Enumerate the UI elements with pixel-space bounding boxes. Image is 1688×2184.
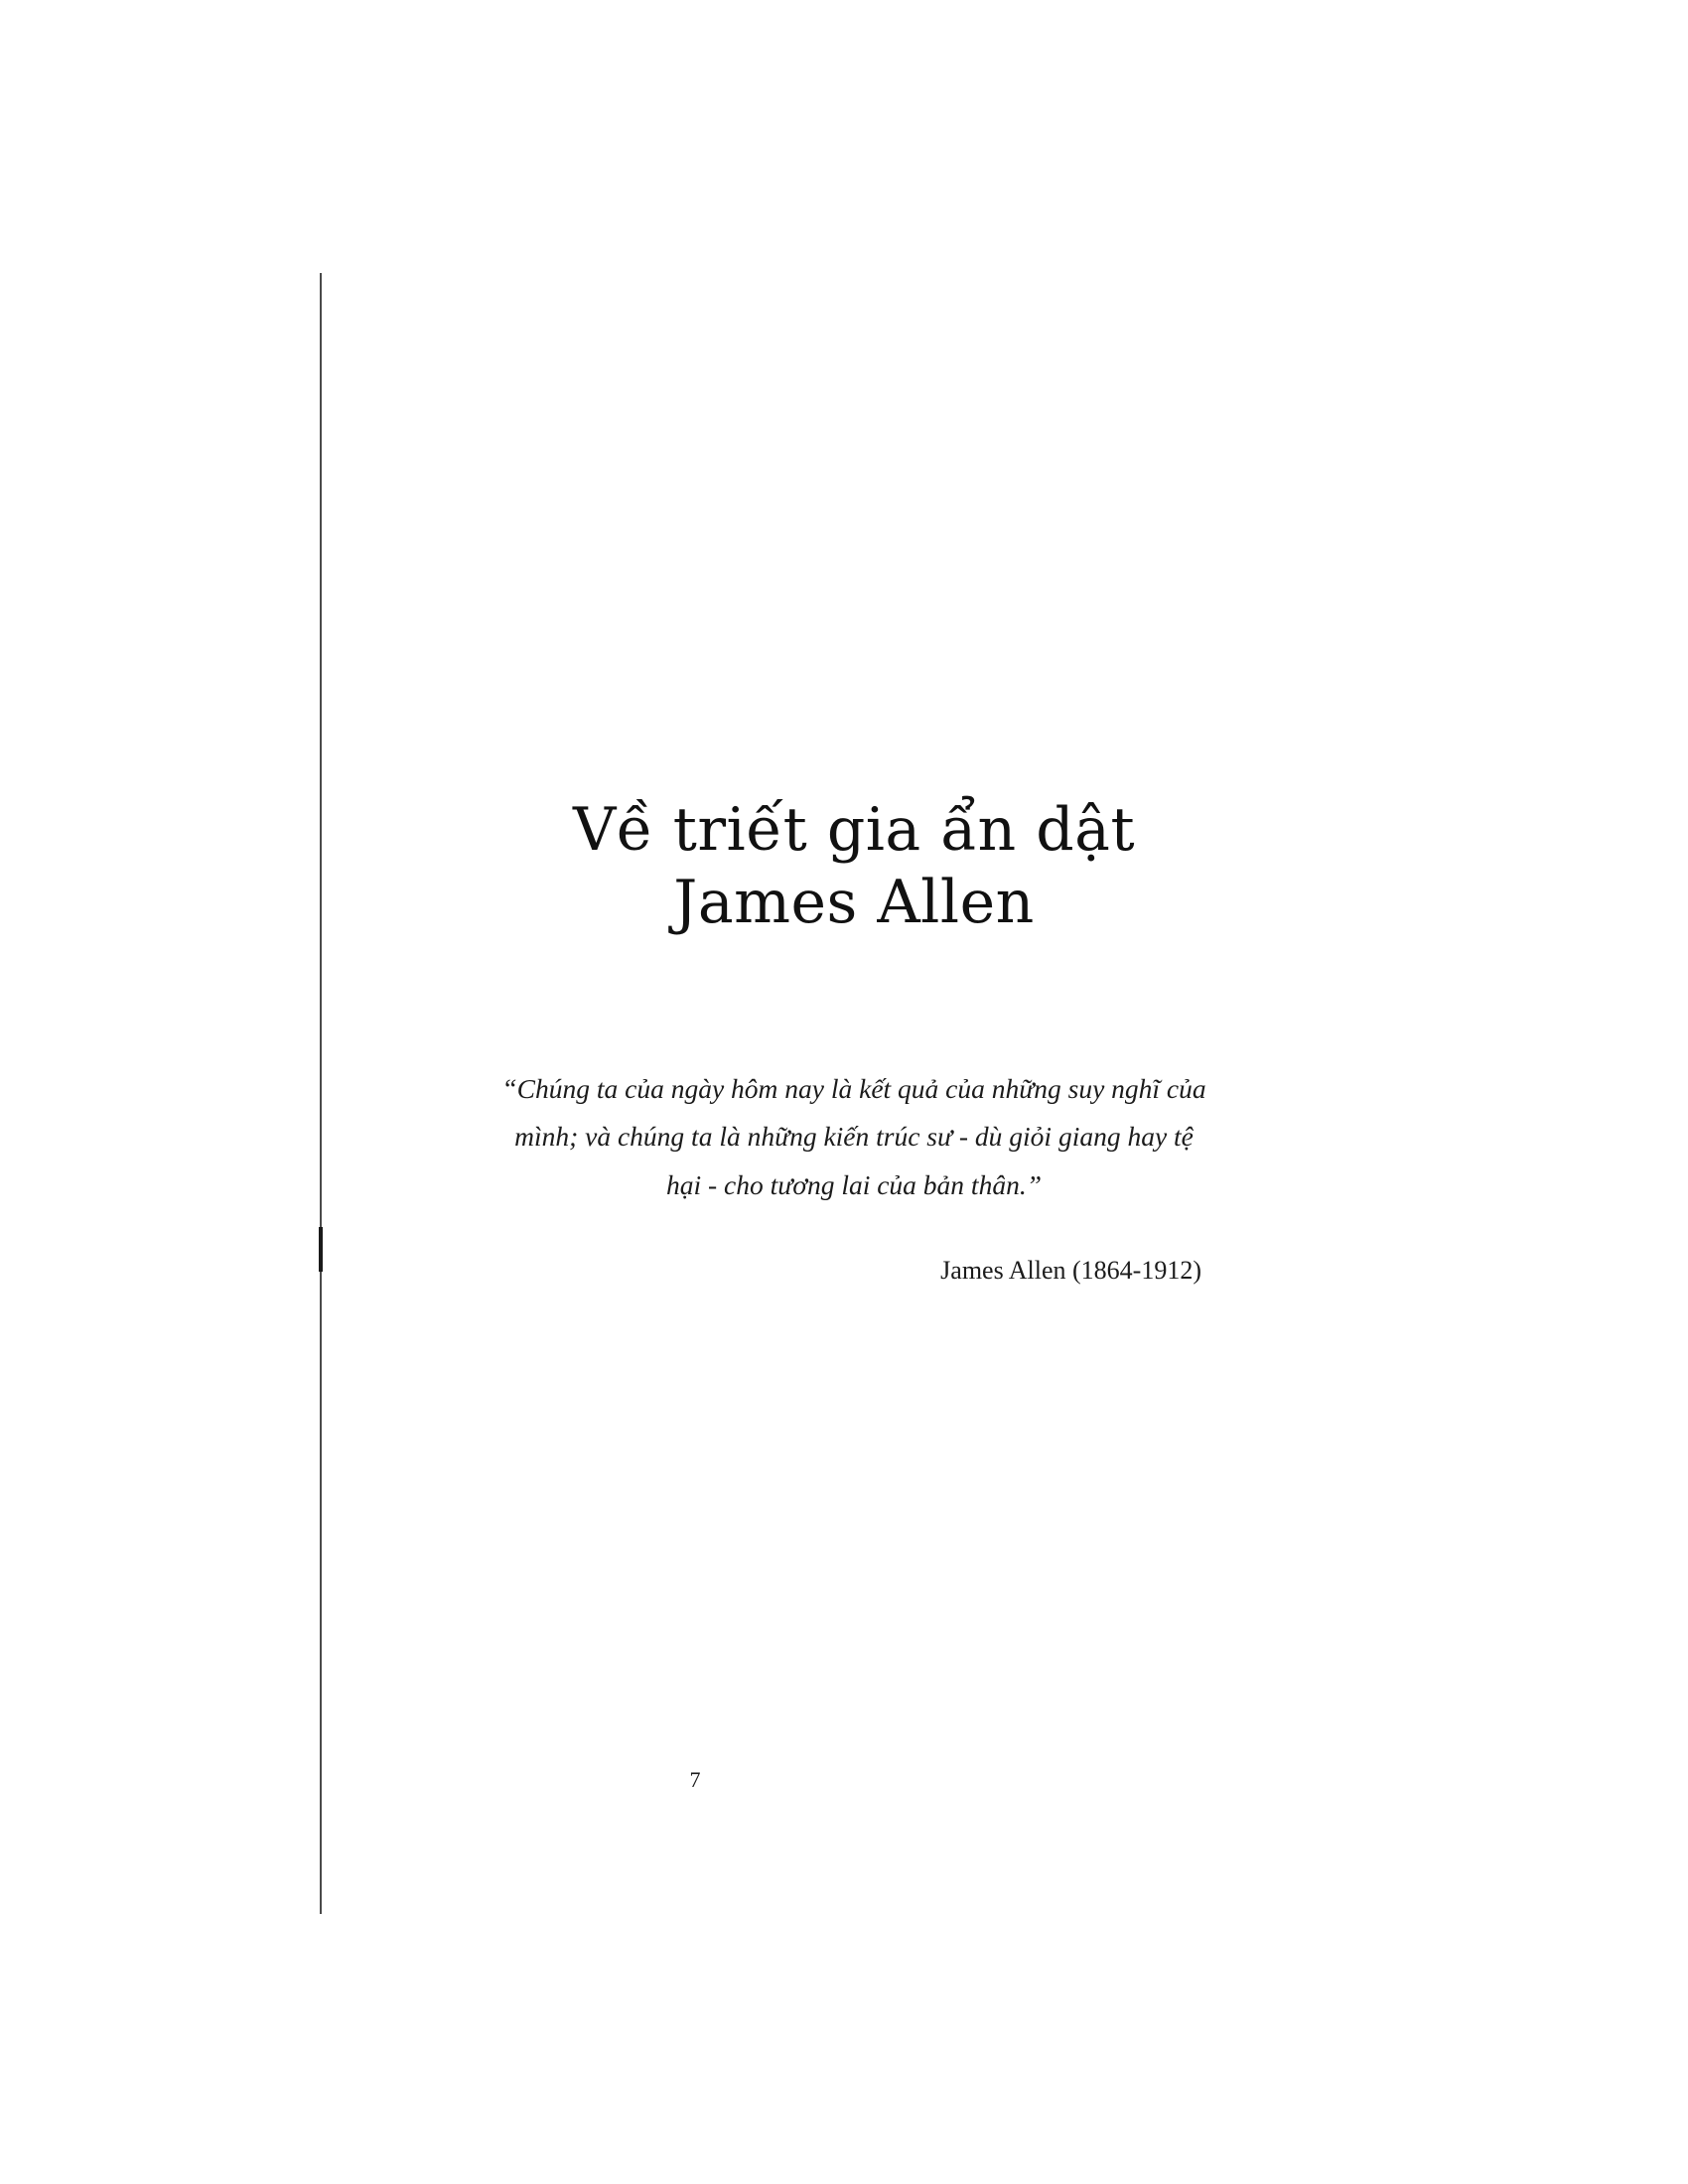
epigraph-block (498, 1037, 1209, 1311)
chapter-title-line-1: Về triết gia ẩn dật (572, 795, 1136, 866)
page-title (477, 794, 1231, 939)
chapter-title-line-2: James Allen (673, 868, 1035, 938)
margin-rule-accent-mark (319, 1227, 323, 1272)
page-number: 7 (689, 1767, 701, 1792)
page-content (477, 0, 1231, 2184)
epigraph-attribution: James Allen (1864-1912) (940, 1256, 1201, 1286)
margin-rule-decoration (320, 273, 322, 1914)
epigraph-quote: “Chúng ta của ngày hôm nay là kết quả của những suy nghĩ của mình; và chúng ta là những kiến trúc sư - dù giỏi giang hay tệ hại - cho tương lai của bản thân.” (501, 1072, 1206, 1201)
